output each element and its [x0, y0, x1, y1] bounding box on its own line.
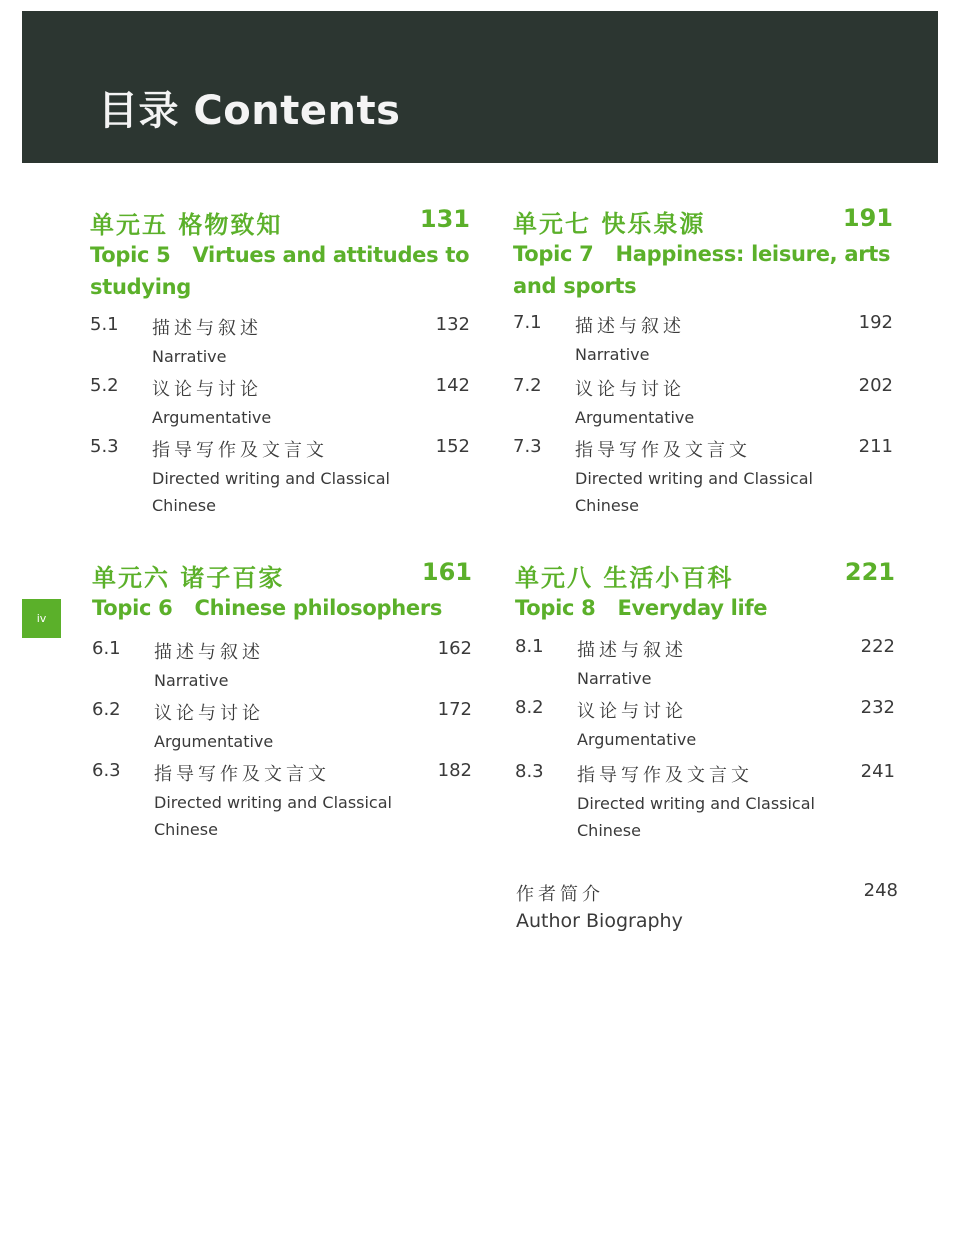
entry-title-en: Narrative — [152, 347, 227, 366]
entry-title-en: Narrative — [154, 671, 229, 690]
topic-7-section — [513, 204, 893, 524]
topic-title — [513, 238, 893, 302]
topic-8-section — [515, 558, 895, 848]
topic-title-text: Everyday life — [617, 596, 768, 620]
entry-page-number: 142 — [435, 375, 470, 396]
unit-page-number: 161 — [421, 558, 472, 586]
entry-page-number: 162 — [437, 638, 472, 659]
entry-title-cn: 指导写作及文言文 — [152, 440, 328, 461]
author-biography-en: Author Biography — [516, 910, 683, 932]
entry-page-number: 172 — [437, 699, 472, 720]
topic-title — [90, 239, 470, 303]
entry-number: 7.2 — [513, 375, 542, 396]
entry-page-number: 222 — [860, 636, 895, 657]
entry-title-cn: 议论与讨论 — [154, 703, 264, 724]
unit-title-cn: 单元六 诸子百家 — [92, 563, 285, 592]
topic-6-section — [92, 558, 472, 848]
entry-title-cn: 议论与讨论 — [575, 379, 685, 400]
unit-title-cn: 单元五 格物致知 — [90, 210, 283, 239]
author-biography-page: 248 — [863, 880, 898, 901]
entry-title-en: Directed writing and Classical Chinese — [152, 469, 390, 515]
entry-title-en: Narrative — [577, 669, 652, 688]
entry-title-cn: 描述与叙述 — [154, 642, 264, 663]
entry-title-en: Argumentative — [152, 408, 272, 427]
entry-number: 8.2 — [515, 697, 544, 718]
unit-heading — [92, 558, 472, 594]
topic-number: Topic 6 — [92, 596, 173, 620]
entry-title-cn: 指导写作及文言文 — [577, 765, 753, 786]
entry-page-number: 132 — [435, 314, 470, 335]
entry-title-cn: 议论与讨论 — [577, 701, 687, 722]
entry-number: 7.1 — [513, 312, 542, 333]
entry-page-number: 211 — [858, 436, 893, 457]
topic-number: Topic 5 — [90, 243, 171, 267]
entry-page-number: 241 — [860, 761, 895, 782]
author-biography-cn: 作者简介 — [516, 884, 604, 905]
entry-title-cn: 指导写作及文言文 — [575, 440, 751, 461]
entry-title-en: Argumentative — [575, 408, 695, 427]
entry-title-en: Argumentative — [577, 730, 697, 749]
contents-header — [22, 11, 938, 163]
entry-title-cn: 描述与叙述 — [152, 318, 262, 339]
unit-page-number: 221 — [844, 558, 895, 586]
unit-page-number: 191 — [842, 204, 893, 232]
entry-title-cn: 描述与叙述 — [575, 316, 685, 337]
entry-number: 8.3 — [515, 761, 544, 782]
entry-title-en: Narrative — [575, 345, 650, 364]
entry-page-number: 232 — [860, 697, 895, 718]
topic-5-section — [90, 205, 470, 525]
page-title: 目录 Contents — [98, 88, 401, 134]
entry-title-cn: 议论与讨论 — [152, 379, 262, 400]
entry-number: 6.3 — [92, 760, 121, 781]
topic-title-text: Virtues and attitudes to studying — [90, 243, 470, 299]
topic-number: Topic 7 — [513, 242, 594, 266]
entry-page-number: 192 — [858, 312, 893, 333]
unit-heading — [515, 558, 895, 594]
entry-title-en: Directed writing and Classical Chinese — [575, 469, 813, 515]
entry-page-number: 202 — [858, 375, 893, 396]
topic-title — [92, 592, 472, 624]
entry-number: 7.3 — [513, 436, 542, 457]
topic-title-text: Chinese philosophers — [194, 596, 443, 620]
entry-number: 8.1 — [515, 636, 544, 657]
author-biography-entry[interactable] — [516, 880, 898, 940]
topic-title-text: Happiness: leisure, arts and sports — [513, 242, 891, 298]
unit-page-number: 131 — [419, 205, 470, 233]
topic-number: Topic 8 — [515, 596, 596, 620]
entry-number: 6.1 — [92, 638, 121, 659]
entry-page-number: 152 — [435, 436, 470, 457]
unit-heading — [90, 205, 470, 241]
entry-page-number: 182 — [437, 760, 472, 781]
entry-number: 5.3 — [90, 436, 119, 457]
entry-title-en: Directed writing and Classical Chinese — [154, 793, 392, 839]
entry-title-cn: 指导写作及文言文 — [154, 764, 330, 785]
topic-title — [515, 592, 895, 624]
entry-title-en: Directed writing and Classical Chinese — [577, 794, 815, 840]
page-number-tab: iv — [22, 599, 61, 638]
unit-title-cn: 单元八 生活小百科 — [515, 563, 734, 592]
unit-heading — [513, 204, 893, 240]
entry-number: 6.2 — [92, 699, 121, 720]
entry-title-en: Argumentative — [154, 732, 274, 751]
unit-title-cn: 单元七 快乐泉源 — [513, 209, 706, 238]
entry-number: 5.1 — [90, 314, 119, 335]
entry-number: 5.2 — [90, 375, 119, 396]
entry-title-cn: 描述与叙述 — [577, 640, 687, 661]
